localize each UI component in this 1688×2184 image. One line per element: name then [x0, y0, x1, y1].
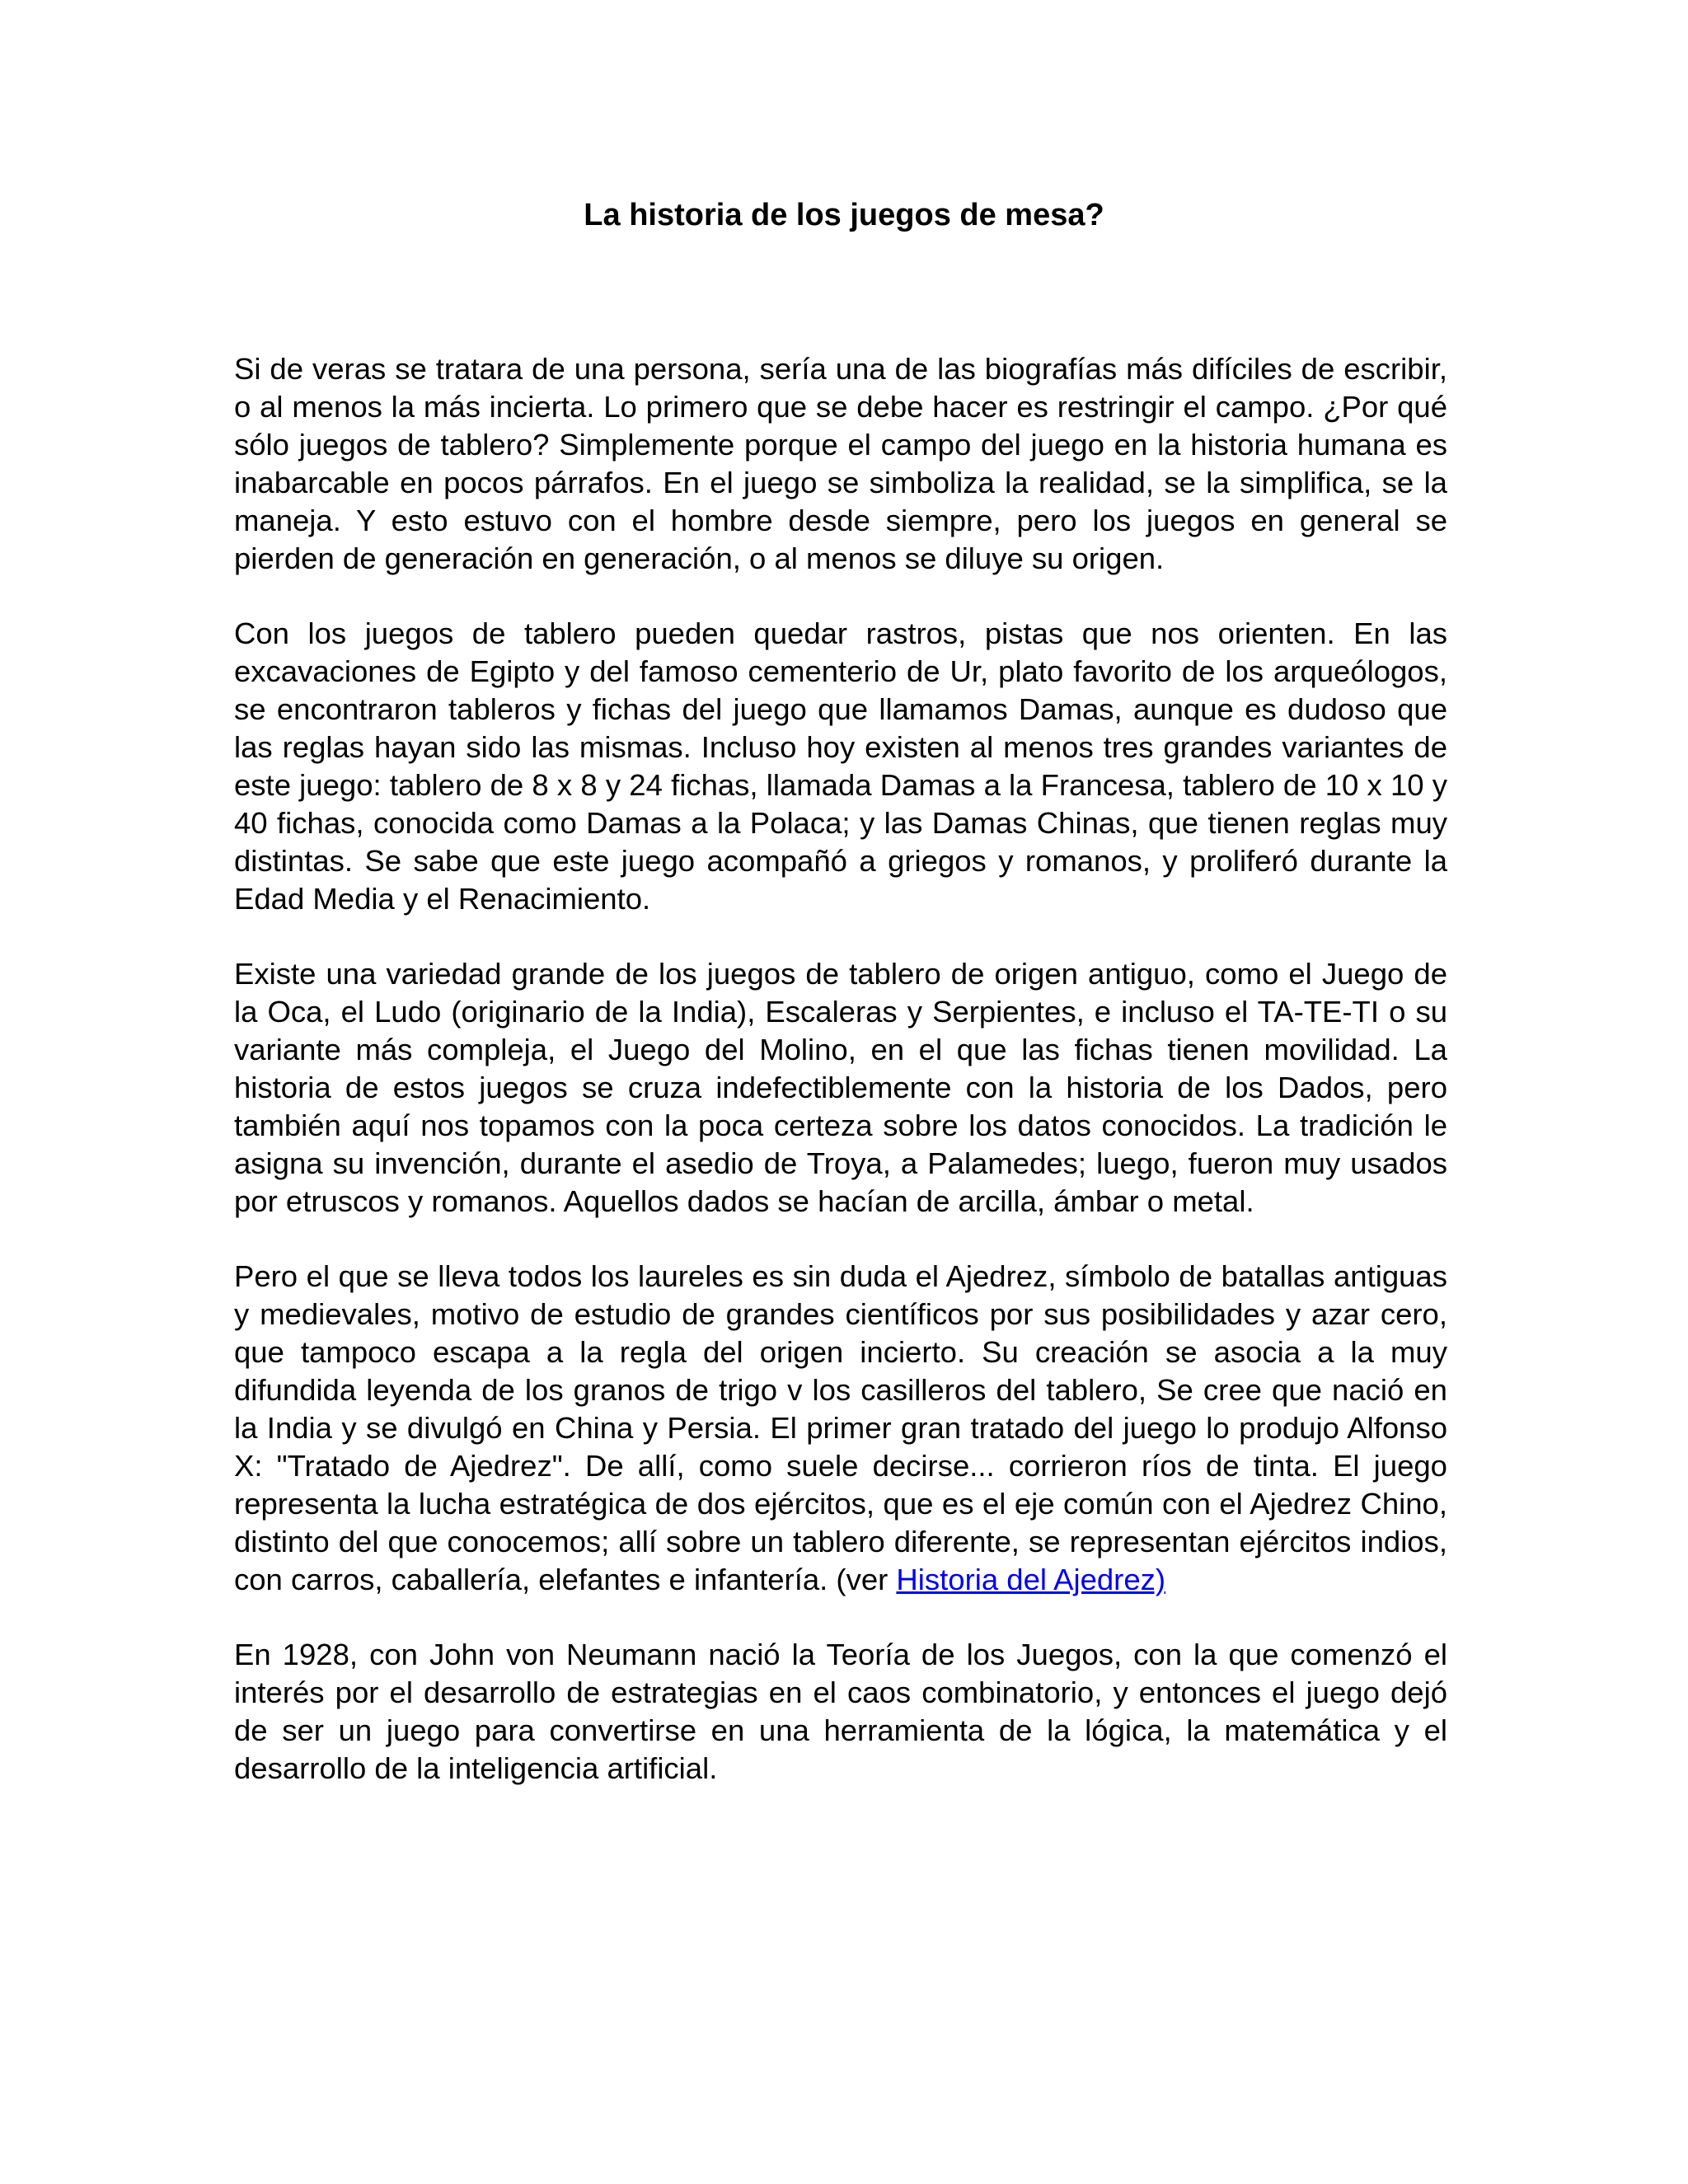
historia-del-ajedrez-link[interactable]: Historia del Ajedrez): [896, 1563, 1166, 1596]
paragraph-2: Con los juegos de tablero pueden quedar rastros, pistas que nos orienten. En las excavaciones de Egipto y del famoso cementerio de Ur, plato favorito de los arqueólogos, se encontraron tableros y fichas del juego que llamamos Damas, aunque es dudoso que las reglas hayan sido las mismas. Incluso hoy existen al menos tres grandes variantes de este juego: tablero de 8 x 8 y 24 fichas, llamada Damas a la Francesa, tablero de 10 x 10 y 40 fichas, conocida como Damas a la Polaca; y las Damas Chinas, que tienen reglas muy distintas. Se sabe que este juego acompañó a griegos y romanos, y proliferó durante la Edad Media y el Renacimiento.: [234, 616, 1447, 916]
paragraph-3: Existe una variedad grande de los juegos de tablero de origen antiguo, como el Juego de la Oca, el Ludo (originario de la India), Escaleras y Serpientes, e incluso el TA-TE-TI o su variante más compleja, el Juego del Molino, en el que las fichas tienen movilidad. La historia de estos juegos se cruza indefectiblemente con la historia de los Dados, pero también aquí nos topamos con la poca certeza sobre los datos conocidos. La tradición le asigna su invención, durante el asedio de Troya, a Palamedes; luego, fueron muy usados por etruscos y romanos. Aquellos dados se hacían de arcilla, ámbar o metal.: [234, 957, 1447, 1218]
paragraph-4: [234, 1258, 1447, 1599]
document-title: La historia de los juegos de mesa?: [584, 198, 1104, 232]
document-body: [234, 350, 1447, 1825]
paragraph-1: Si de veras se tratara de una persona, sería una de las biografías más difíciles de escribir, o al menos la más incierta. Lo primero que se debe hacer es restringir el campo. ¿Por qué sólo juegos de tablero? Simplemente porque el campo del juego en la historia humana es inabarcable en pocos párrafos. En el juego se simboliza la realidad, se la simplifica, se la maneja. Y esto estuvo con el hombre desde siempre, pero los juegos en general se pierden de generación en generación, o al menos se diluye su origen.: [234, 352, 1447, 575]
paragraph-4-text: Pero el que se lleva todos los laureles es sin duda el Ajedrez, símbolo de batallas antiguas y medievales, motivo de estudio de grandes científicos por sus posibilidades y azar cero, que tampoco escapa a la regla del origen incierto. Su creación se asocia a la muy difundida leyenda de los granos de trigo v los casilleros del tablero, Se cree que nació en la India y se divulgó en China y Persia. El primer gran tratado del juego lo produjo Alfonso X: "Tratado de Ajedrez". De allí, como suele decirse... corrieron ríos de tinta. El juego representa la lucha estratégica de dos ejércitos, que es el eje común con el Ajedrez Chino, distinto del que conocemos; allí sobre un tablero diferente, se representan ejércitos indios, con carros, caballería, elefantes e infantería. (ver: [234, 1259, 1447, 1596]
paragraph-5: En 1928, con John von Neumann nació la Teoría de los Juegos, con la que comenzó el interés por el desarrollo de estrategias en el caos combinatorio, y entonces el juego dejó de ser un juego para convertirse en una herramienta de la lógica, la matemática y el desarrollo de la inteligencia artificial.: [234, 1638, 1447, 1785]
